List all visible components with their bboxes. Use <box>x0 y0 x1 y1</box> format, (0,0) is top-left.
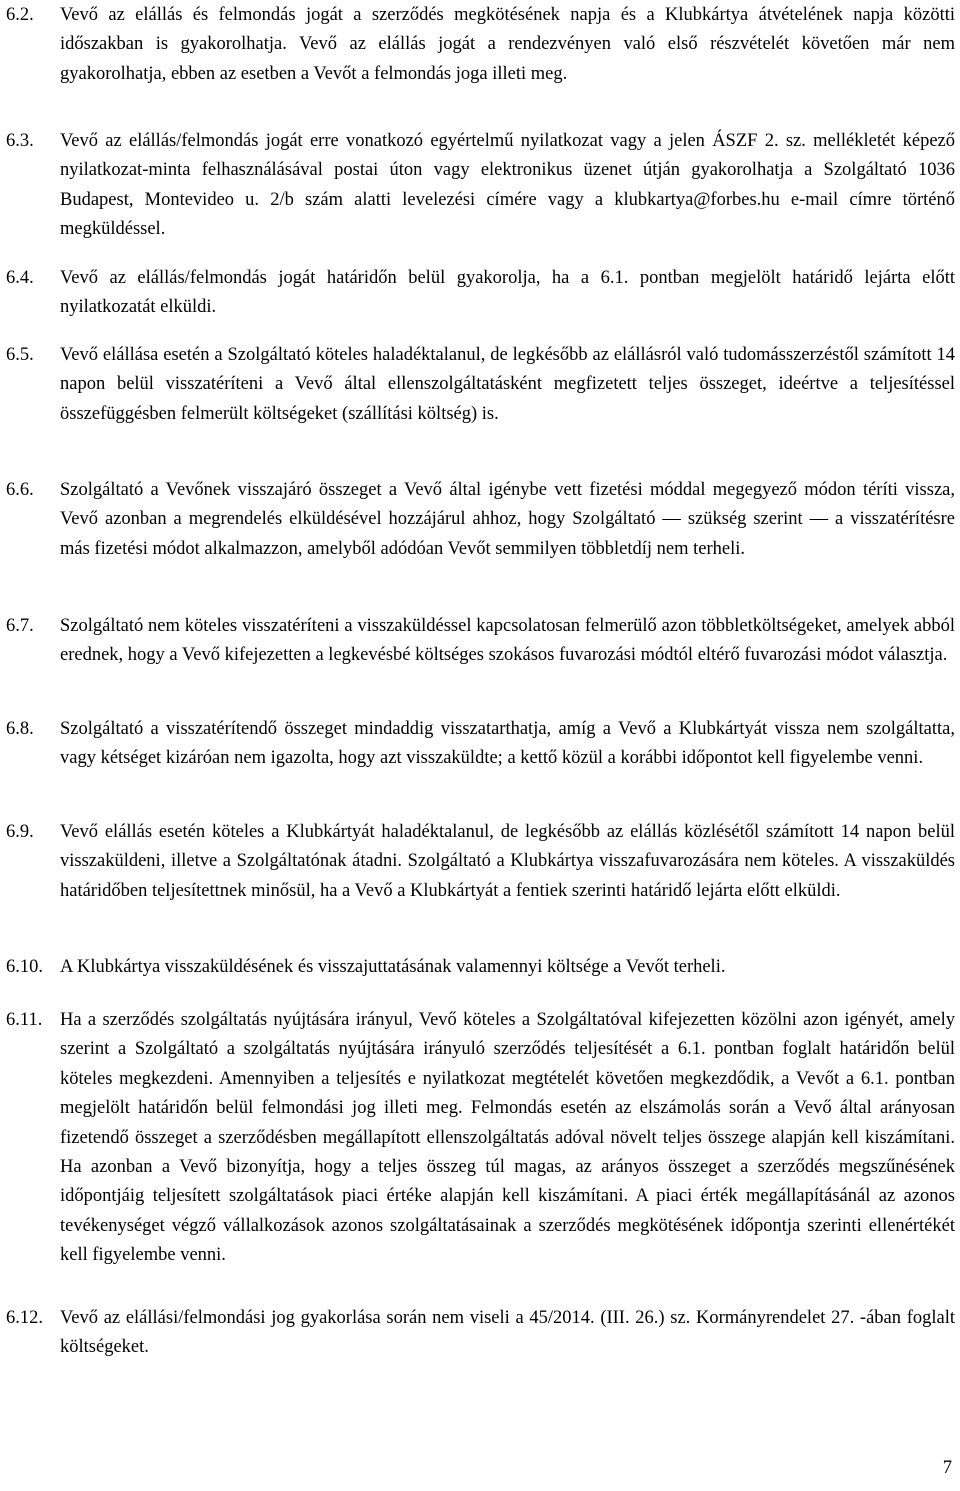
section-text: Vevő az elállás és felmondás jogát a szerződés megkötésének napja és a Klubkártya átvételének napja közötti időszakban is gyakorolhatja. Vevő az elállás jogát a rendezvényen való első részvételét követően már nem gyakorolhatja, ebben az esetben a Vevőt a felmondás joga illeti meg. <box>60 5 955 84</box>
section-number: 6.10. <box>6 957 43 977</box>
section-text: A Klubkártya visszaküldésének és visszajuttatásának valamennyi költsége a Vevőt terheli. <box>60 957 726 977</box>
section-text: Vevő az elállás/felmondás jogát erre vonatkozó egyértelmű nyilatkozat vagy a jelen ÁSZF 2. sz. mellékletét képező nyilatkozat-minta felhasználásával postai úton vagy elektronikus üzenet útján gyakorolhatja a Szolgáltató 1036 Budapest, Montevideo u. 2/b szám alatti levelezési címére vagy a klubkartya@forbes.hu e-mail címre történő megküldéssel. <box>60 131 955 240</box>
section-number: 6.4. <box>6 268 34 288</box>
section-text: Szolgáltató nem köteles visszatéríteni a visszaküldéssel kapcsolatosan felmerülő azon többletköltségeket, amelyek abból erednek, hogy a Vevő kifejezetten a legkevésbé költséges szokásos fuvarozási módtól eltérő fuvarozási módot választja. <box>60 616 955 666</box>
section-number: 6.11. <box>6 1010 43 1030</box>
section-number: 6.6. <box>6 480 34 500</box>
section-text: Vevő elállása esetén a Szolgáltató köteles haladéktalanul, de legkésőbb az elállásról való tudomásszerzéstől számított 14 napon belül visszatéríteni a Vevő által ellenszolgáltatásként megfizetett teljes összeget, ideértve a teljesítéssel összefüggésben felmerült költségeket (szállítási költség) is. <box>60 345 955 424</box>
section-text: Ha a szerződés szolgáltatás nyújtására irányul, Vevő köteles a Szolgáltatóval kifejezetten közölni azon igényét, amely szerint a Szolgáltató a szolgáltatás nyújtására irányuló szerződés teljesítését a 6.1. pontban foglalt határidőn belül köteles megkezdeni. Amennyiben a teljesítés e nyilatkozat megtételét követően megkezdődik, a Vevőt a 6.1. pontban megjelölt határidőn belül felmondási jog illeti meg. Felmondás esetén az elszámolás során a Vevő által arányosan fizetendő összeget a szerződésben megállapított ellenszolgáltatás adóval növelt teljes összege alapján kell kiszámítani. Ha azonban a Vevő bizonyítja, hogy a teljes összeg túl magas, az arányos összeget a szerződés megszűnésének időpontjáig teljesített szolgáltatások piaci értéke alapján kell kiszámítani. A piaci érték megállapításánál az azonos tevékenységet végző vállalkozások azonos szolgáltatásainak a szerződés megkötésének időpontja szerinti ellenértékét kell figyelembe venni. <box>60 1010 955 1266</box>
section-number: 6.7. <box>6 616 34 636</box>
section-number: 6.12. <box>6 1308 43 1328</box>
section-text: Szolgáltató a Vevőnek visszajáró összeget a Vevő által igénybe vett fizetési móddal megegyező módon téríti vissza, Vevő azonban a megrendelés elküldésével hozzájárul ahhoz, hogy Szolgáltató — szükség szerint — a visszatérítésre más fizetési módot alkalmazzon, amelyből adódóan Vevőt semmilyen többletdíj nem terheli. <box>60 480 955 559</box>
section-text: Szolgáltató a visszatérítendő összeget mindaddig visszatarthatja, amíg a Vevő a Klubkártyát vissza nem szolgáltatta, vagy kétséget kizáróan nem igazolta, hogy azt visszaküldte; a kettő közül a korábbi időpontot kell figyelembe venni. <box>60 719 955 769</box>
section-number: 6.9. <box>6 822 34 842</box>
section-number: 6.8. <box>6 719 34 739</box>
page-number: 7 <box>942 1458 952 1478</box>
section-text: Vevő az elállás/felmondás jogát határidőn belül gyakorolja, ha a 6.1. pontban megjelölt határidő lejárta előtt nyilatkozatát elküldi. <box>60 268 955 318</box>
section-number: 6.3. <box>6 131 34 151</box>
section-number: 6.2. <box>6 5 34 25</box>
section-text: Vevő az elállási/felmondási jog gyakorlása során nem viseli a 45/2014. (III. 26.) sz. Kormányrendelet 27. -ában foglalt költségeket. <box>60 1308 955 1358</box>
section-number: 6.5. <box>6 345 34 365</box>
section-text: Vevő elállás esetén köteles a Klubkártyát haladéktalanul, de legkésőbb az elállás közlésétől számított 14 napon belül visszaküldeni, illetve a Szolgáltatónak átadni. Szolgáltató a Klubkártya visszafuvarozására nem köteles. A visszaküldés határidőben teljesítettnek minősül, ha a Vevő a Klubkártyát a fentiek szerinti határidő lejárta előtt elküldi. <box>60 822 955 901</box>
